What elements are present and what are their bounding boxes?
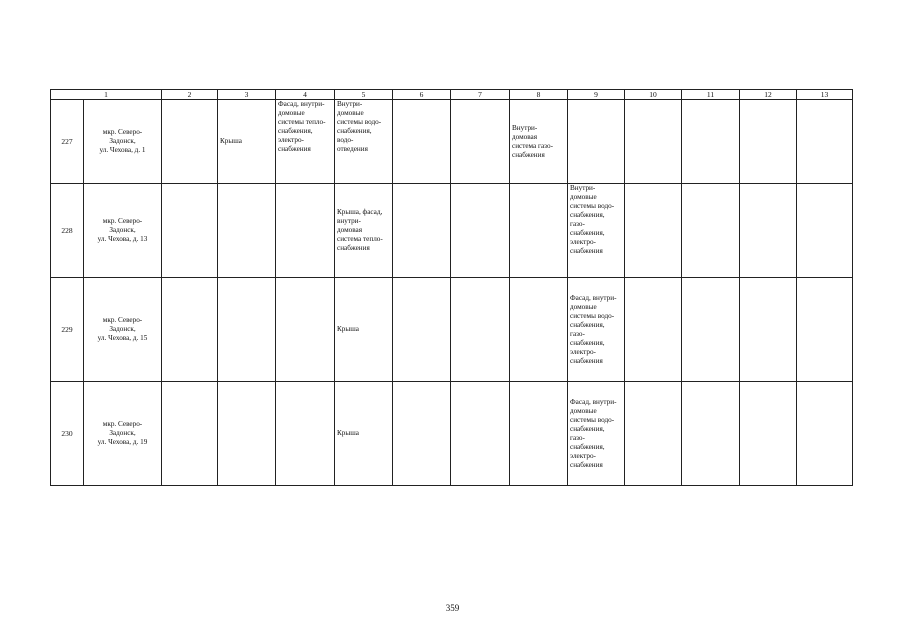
table-cell bbox=[451, 184, 510, 278]
table-cell bbox=[218, 184, 276, 278]
table-row bbox=[51, 382, 853, 486]
table-cell bbox=[218, 382, 276, 486]
table-cell bbox=[682, 100, 740, 184]
column-header: 9 bbox=[568, 90, 625, 100]
table-cell bbox=[682, 278, 740, 382]
address-cell: мкр. Северо- Задонск, ул. Чехова, д. 13 bbox=[84, 184, 162, 278]
column-header: 12 bbox=[740, 90, 797, 100]
table-cell bbox=[162, 382, 218, 486]
table-cell bbox=[218, 278, 276, 382]
table-cell: Крыша bbox=[335, 382, 393, 486]
table-cell bbox=[451, 100, 510, 184]
table-cell bbox=[451, 278, 510, 382]
table-cell: Внутри- домовые системы водо- снабжения, газо- снабжения, электро- снабжения bbox=[568, 184, 625, 278]
table-cell bbox=[393, 382, 451, 486]
table-cell: Внутри- домовые системы водо- снабжения, водо- отведения bbox=[335, 100, 393, 184]
column-header: 4 bbox=[276, 90, 335, 100]
address-cell: мкр. Северо- Задонск, ул. Чехова, д. 1 bbox=[84, 100, 162, 184]
table-cell bbox=[451, 382, 510, 486]
column-header: 1 bbox=[51, 90, 162, 100]
table-cell: Крыша bbox=[218, 100, 276, 184]
column-header: 13 bbox=[797, 90, 853, 100]
table-header bbox=[51, 90, 853, 100]
table-cell: Внутри- домовая система газо- снабжения bbox=[510, 100, 568, 184]
table-cell: Фасад, внутри- домовые системы тепло- снабжения, электро- снабжения bbox=[276, 100, 335, 184]
column-header: 6 bbox=[393, 90, 451, 100]
table-cell bbox=[740, 278, 797, 382]
table-row bbox=[51, 278, 853, 382]
column-header: 7 bbox=[451, 90, 510, 100]
table-cell bbox=[393, 100, 451, 184]
table-cell: Фасад, внутри- домовые системы водо- снабжения, газо- снабжения, электро- снабжения bbox=[568, 382, 625, 486]
row-number: 230 bbox=[51, 382, 84, 486]
table-cell bbox=[510, 184, 568, 278]
row-number: 227 bbox=[51, 100, 84, 184]
table-cell bbox=[625, 100, 682, 184]
table-cell bbox=[797, 382, 853, 486]
address-cell: мкр. Северо- Задонск, ул. Чехова, д. 19 bbox=[84, 382, 162, 486]
table-cell bbox=[276, 184, 335, 278]
table-cell: Крыша bbox=[335, 278, 393, 382]
table-row bbox=[51, 100, 853, 184]
table-cell bbox=[276, 278, 335, 382]
table-cell bbox=[276, 382, 335, 486]
address-cell: мкр. Северо- Задонск, ул. Чехова, д. 15 bbox=[84, 278, 162, 382]
column-header: 8 bbox=[510, 90, 568, 100]
table-cell bbox=[682, 382, 740, 486]
column-header: 11 bbox=[682, 90, 740, 100]
schedule-table bbox=[50, 89, 853, 486]
table-cell bbox=[510, 278, 568, 382]
column-header: 5 bbox=[335, 90, 393, 100]
table-cell bbox=[510, 382, 568, 486]
table-cell bbox=[162, 278, 218, 382]
row-number: 228 bbox=[51, 184, 84, 278]
table-cell bbox=[625, 382, 682, 486]
table-row bbox=[51, 184, 853, 278]
table-body bbox=[51, 100, 853, 486]
column-header: 2 bbox=[162, 90, 218, 100]
table-cell bbox=[625, 278, 682, 382]
table-cell: Фасад, внутри- домовые системы водо- снабжения, газо- снабжения, электро- снабжения bbox=[568, 278, 625, 382]
table-cell bbox=[797, 100, 853, 184]
column-header: 3 bbox=[218, 90, 276, 100]
table-cell bbox=[682, 184, 740, 278]
table-cell bbox=[797, 278, 853, 382]
page-number: 359 bbox=[445, 603, 460, 613]
table-cell bbox=[625, 184, 682, 278]
table-cell bbox=[393, 278, 451, 382]
table-cell bbox=[740, 184, 797, 278]
table-cell bbox=[740, 382, 797, 486]
table-cell: Крыша, фасад, внутри- домовая система тепло- снабжения bbox=[335, 184, 393, 278]
row-number: 229 bbox=[51, 278, 84, 382]
table-cell bbox=[740, 100, 797, 184]
header-row bbox=[51, 90, 853, 100]
column-header: 10 bbox=[625, 90, 682, 100]
table-cell bbox=[797, 184, 853, 278]
table-cell bbox=[393, 184, 451, 278]
table-cell bbox=[162, 100, 218, 184]
table-cell bbox=[162, 184, 218, 278]
table-cell bbox=[568, 100, 625, 184]
